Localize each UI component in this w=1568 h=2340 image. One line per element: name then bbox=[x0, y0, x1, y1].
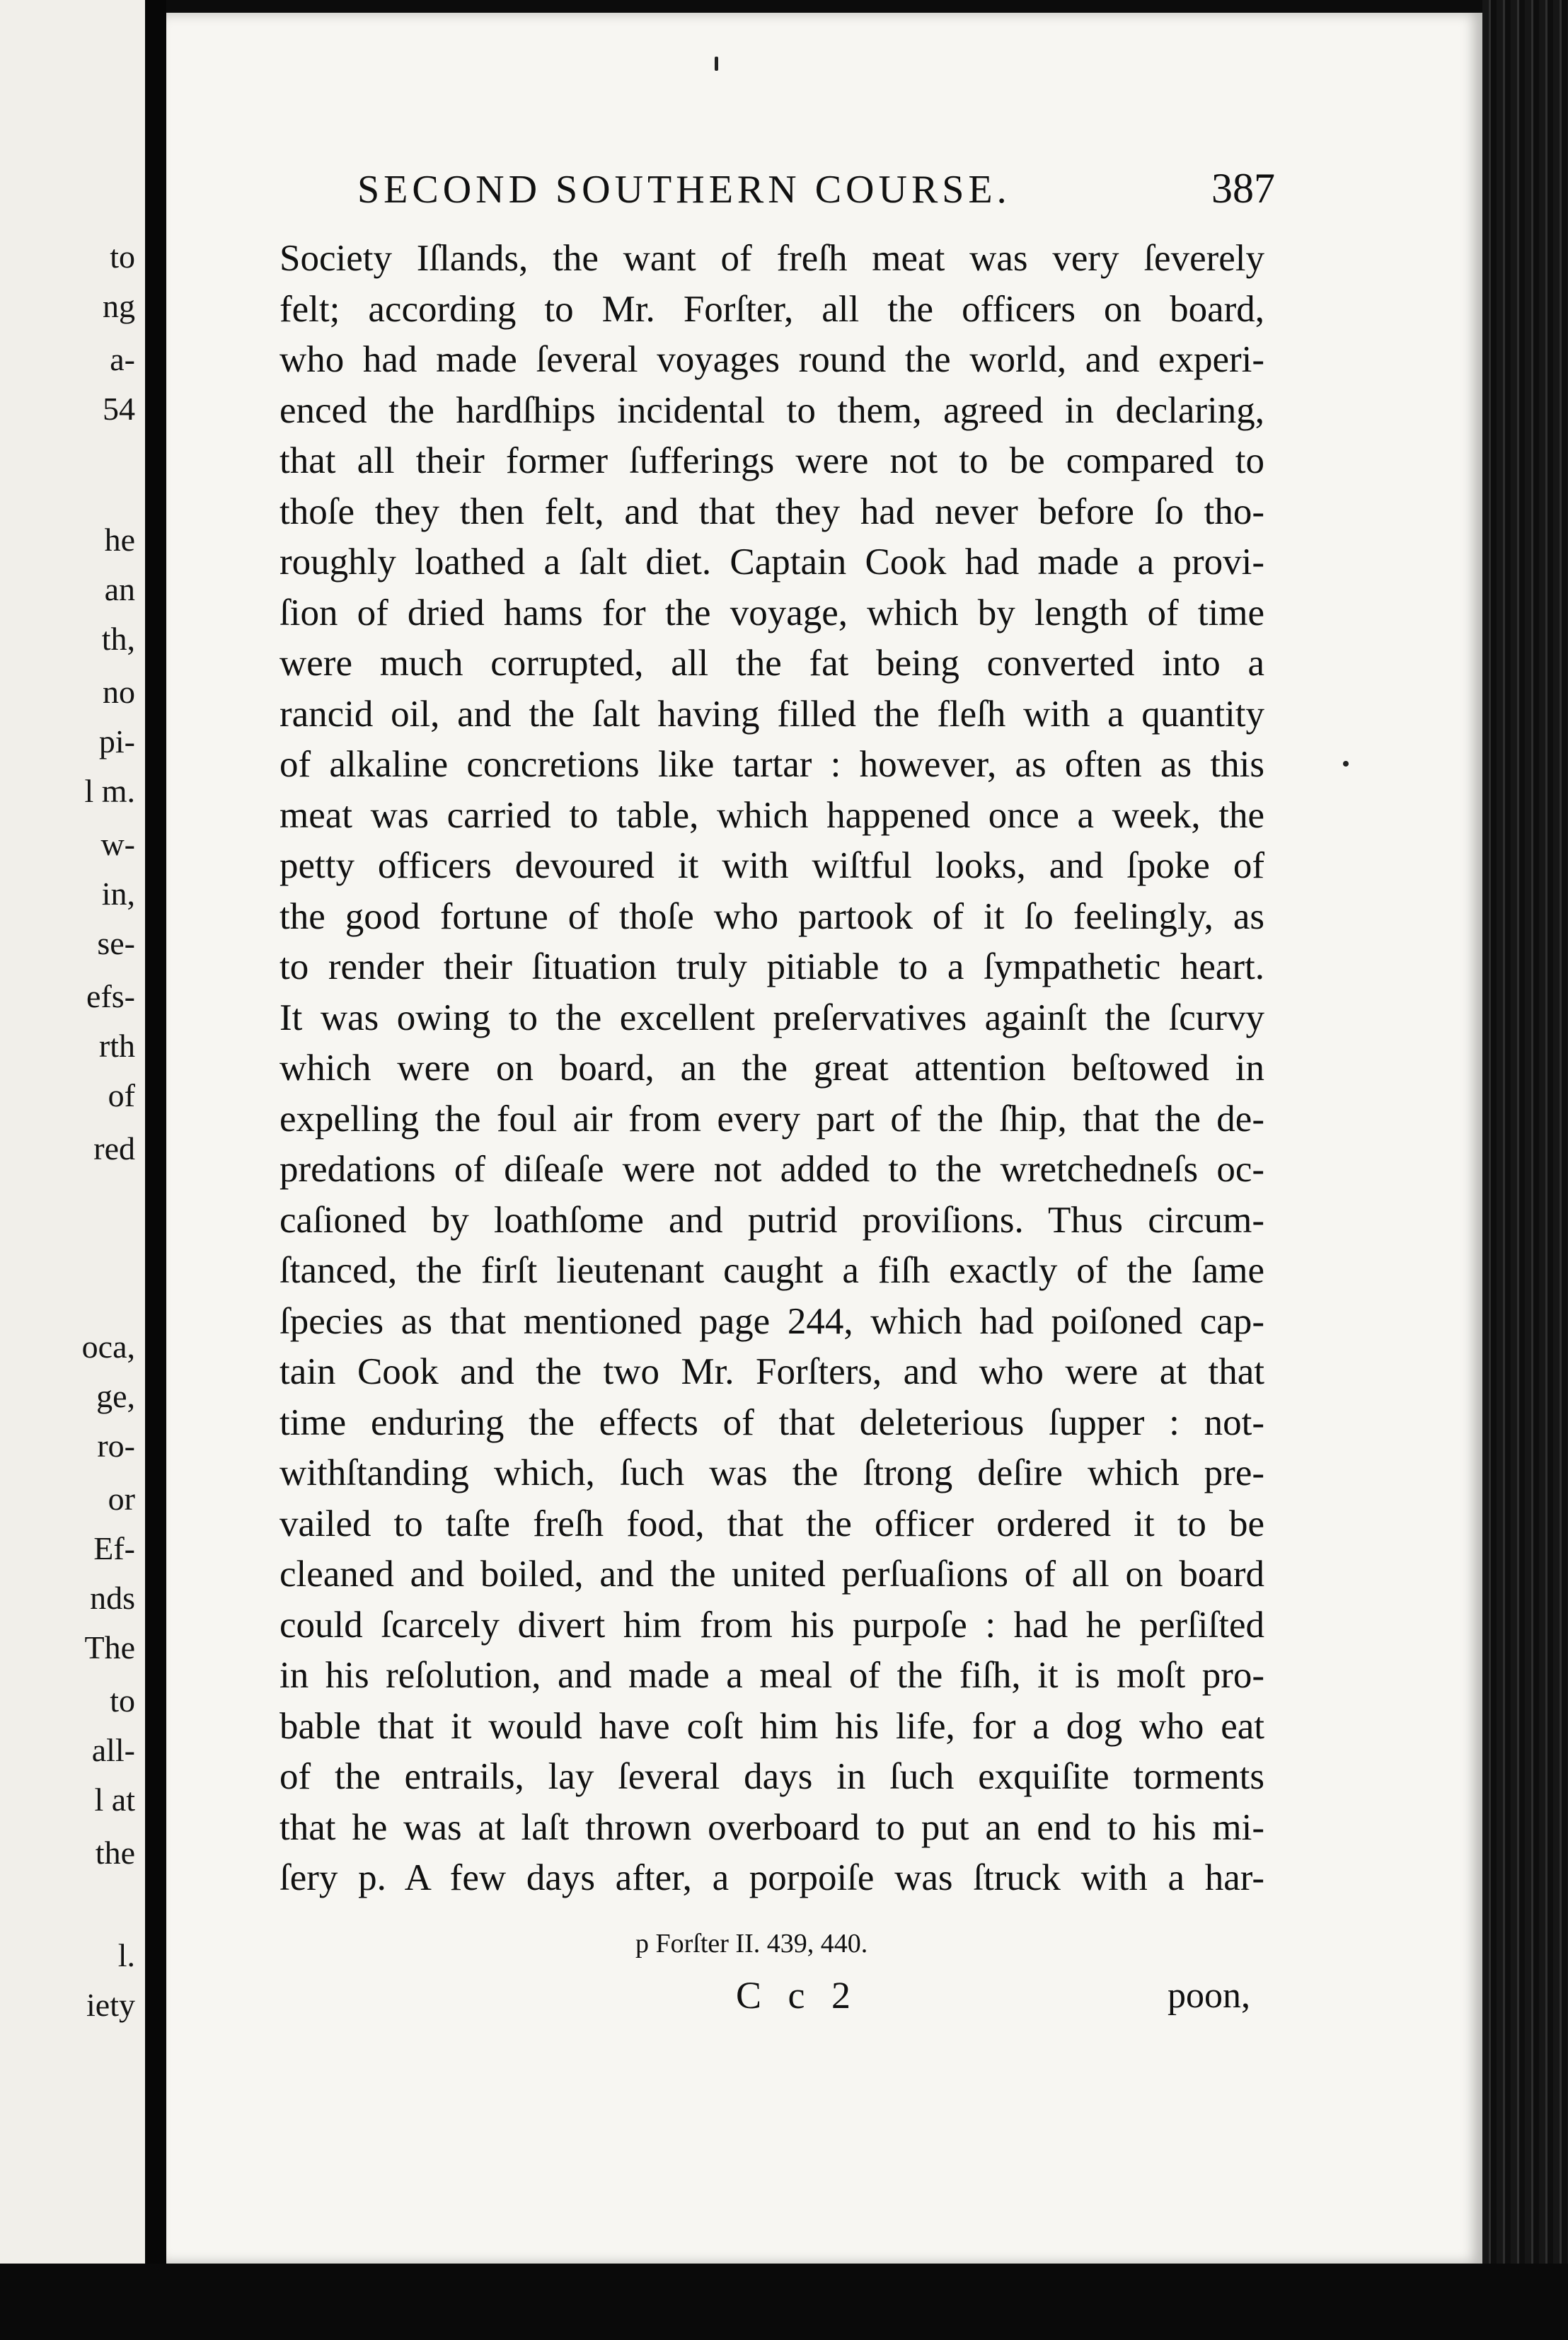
facing-page-text-fragment: ro- bbox=[97, 1428, 135, 1464]
body-text bbox=[279, 234, 1264, 1904]
text-line: ſery p. A few days after, a porpoiſe was ſtruck with a har- bbox=[279, 1857, 1264, 1898]
text-line: petty officers devoured it with wiſtful looks, and ſpoke of bbox=[279, 845, 1264, 886]
text-line: cleaned and boiled, and the united perſuaſions of all on board bbox=[279, 1554, 1264, 1595]
facing-page-text-fragment: th, bbox=[101, 621, 135, 657]
text-line: were much corrupted, all the fat being converted into a bbox=[279, 643, 1264, 684]
facing-page-text-fragment: to bbox=[110, 239, 135, 275]
text-line: which were on board, an the great attention beſtowed in bbox=[279, 1048, 1264, 1089]
text-line: ſtanced, the firſt lieutenant caught a fiſh exactly of the ſame bbox=[279, 1250, 1264, 1291]
text-line: that he was at laſt thrown overboard to put an end to his mi- bbox=[279, 1806, 1264, 1848]
facing-page-text-fragment: an bbox=[104, 571, 135, 607]
text-line: to render their ſituation truly pitiable to a ſympathetic heart. bbox=[279, 946, 1264, 987]
text-line: could ſcarcely divert him from his purpoſe : had he perſiſted bbox=[279, 1604, 1264, 1646]
text-line: roughly loathed a ſalt diet. Captain Cook had made a provi- bbox=[279, 541, 1264, 583]
text-line: of the entrails, lay ſeveral days in ſuch exquiſite torments bbox=[279, 1756, 1264, 1797]
signature-mark: C c 2 bbox=[736, 1974, 859, 2017]
facing-page-text-fragment: w- bbox=[100, 826, 135, 862]
facing-page-text-fragment: of bbox=[108, 1077, 135, 1113]
text-line: bable that it would have coſt him his life, for a dog who eat bbox=[279, 1705, 1264, 1747]
facing-page-text-fragment: no bbox=[103, 674, 135, 710]
page-number: 387 bbox=[1211, 165, 1275, 212]
facing-page-text-fragment: all- bbox=[91, 1732, 135, 1768]
text-line: ſpecies as that mentioned page 244, which had poiſoned cap- bbox=[279, 1300, 1264, 1342]
facing-page-text-fragment: se- bbox=[97, 925, 135, 961]
facing-page-text-fragment: the bbox=[95, 1835, 135, 1871]
text-line: time enduring the effects of that deleterious ſupper : not- bbox=[279, 1401, 1264, 1443]
text-line: felt; according to Mr. Forſter, all the officers on board, bbox=[279, 288, 1264, 330]
text-line: withſtanding which, ſuch was the ſtrong deſire which pre- bbox=[279, 1452, 1264, 1493]
text-line: that all their former ſufferings were not to be compared to bbox=[279, 440, 1264, 481]
facing-page-text-fragment: The bbox=[84, 1629, 135, 1665]
facing-page-text-fragment: pi- bbox=[98, 723, 135, 759]
text-line: who had made ſeveral voyages round the world, and experi- bbox=[279, 339, 1264, 380]
facing-page-text-fragment: l. bbox=[117, 1937, 135, 1973]
facing-page-text-fragment: red bbox=[93, 1130, 135, 1166]
facing-page-text-fragment: Ef- bbox=[93, 1530, 135, 1566]
facing-page-text-fragment: to bbox=[110, 1682, 135, 1719]
facing-page-text-fragment: iety bbox=[86, 1987, 135, 2023]
ink-speck bbox=[1343, 761, 1349, 767]
text-line: of alkaline concretions like tartar : however, as often as this bbox=[279, 744, 1264, 785]
text-line: It was owing to the excellent preſervatives againſt the ſcurvy bbox=[279, 997, 1264, 1038]
facing-page-text-fragment: l m. bbox=[84, 773, 135, 809]
facing-page-text-fragment: nds bbox=[90, 1580, 135, 1616]
text-line: the good fortune of thoſe who partook of it ſo feelingly, as bbox=[279, 895, 1264, 937]
text-line: ſion of dried hams for the voyage, which by length of time bbox=[279, 592, 1264, 633]
page-gutter bbox=[145, 0, 166, 2340]
catchword: poon, bbox=[1168, 1975, 1250, 2016]
text-line: Society Iſlands, the want of freſh meat was very ſeverely bbox=[279, 238, 1264, 279]
facing-page-text-fragment: a- bbox=[110, 341, 135, 377]
running-head: SECOND SOUTHERN COURSE. bbox=[357, 168, 1011, 212]
book-binding bbox=[1482, 0, 1568, 2340]
text-line: rancid oil, and the ſalt having filled the fleſh with a quantity bbox=[279, 693, 1264, 735]
scan-bottom-border bbox=[0, 2264, 1568, 2340]
facing-page-text-fragment: rth bbox=[98, 1028, 135, 1064]
text-line: tain Cook and the two Mr. Forſters, and who were at that bbox=[279, 1351, 1264, 1392]
facing-page-text-fragment: efs- bbox=[86, 978, 135, 1014]
text-line: in his reſolution, and made a meal of the fiſh, it is moſt pro- bbox=[279, 1655, 1264, 1696]
text-line: expelling the foul air from every part of the ſhip, that the de- bbox=[279, 1098, 1264, 1140]
facing-page-text-fragment: l at bbox=[94, 1782, 135, 1818]
footnote: p Forſter II. 439, 440. bbox=[635, 1929, 868, 1958]
facing-page-text-fragment: in, bbox=[101, 876, 135, 912]
text-line: thoſe they then felt, and that they had never before ſo tho- bbox=[279, 491, 1264, 532]
text-line: enced the hardſhips incidental to them, agreed in declaring, bbox=[279, 389, 1264, 431]
text-line: vailed to taſte freſh food, that the officer ordered it to be bbox=[279, 1503, 1264, 1544]
facing-page-text-fragment: oca, bbox=[81, 1329, 135, 1365]
facing-page-text-fragment: ge, bbox=[96, 1378, 135, 1414]
facing-page-text-fragment: he bbox=[104, 522, 135, 558]
facing-page-fragment bbox=[0, 0, 147, 2293]
facing-page-text-fragment: ng bbox=[103, 288, 135, 324]
ink-speck bbox=[715, 57, 718, 71]
text-line: predations of diſeaſe were not added to the wretchedneſs oc- bbox=[279, 1149, 1264, 1190]
facing-page-text-fragment: 54 bbox=[103, 391, 135, 427]
facing-page-text-fragment: or bbox=[108, 1481, 135, 1517]
text-line: meat was carried to table, which happened once a week, the bbox=[279, 794, 1264, 836]
text-line: caſioned by loathſome and putrid proviſions. Thus circum- bbox=[279, 1199, 1264, 1241]
